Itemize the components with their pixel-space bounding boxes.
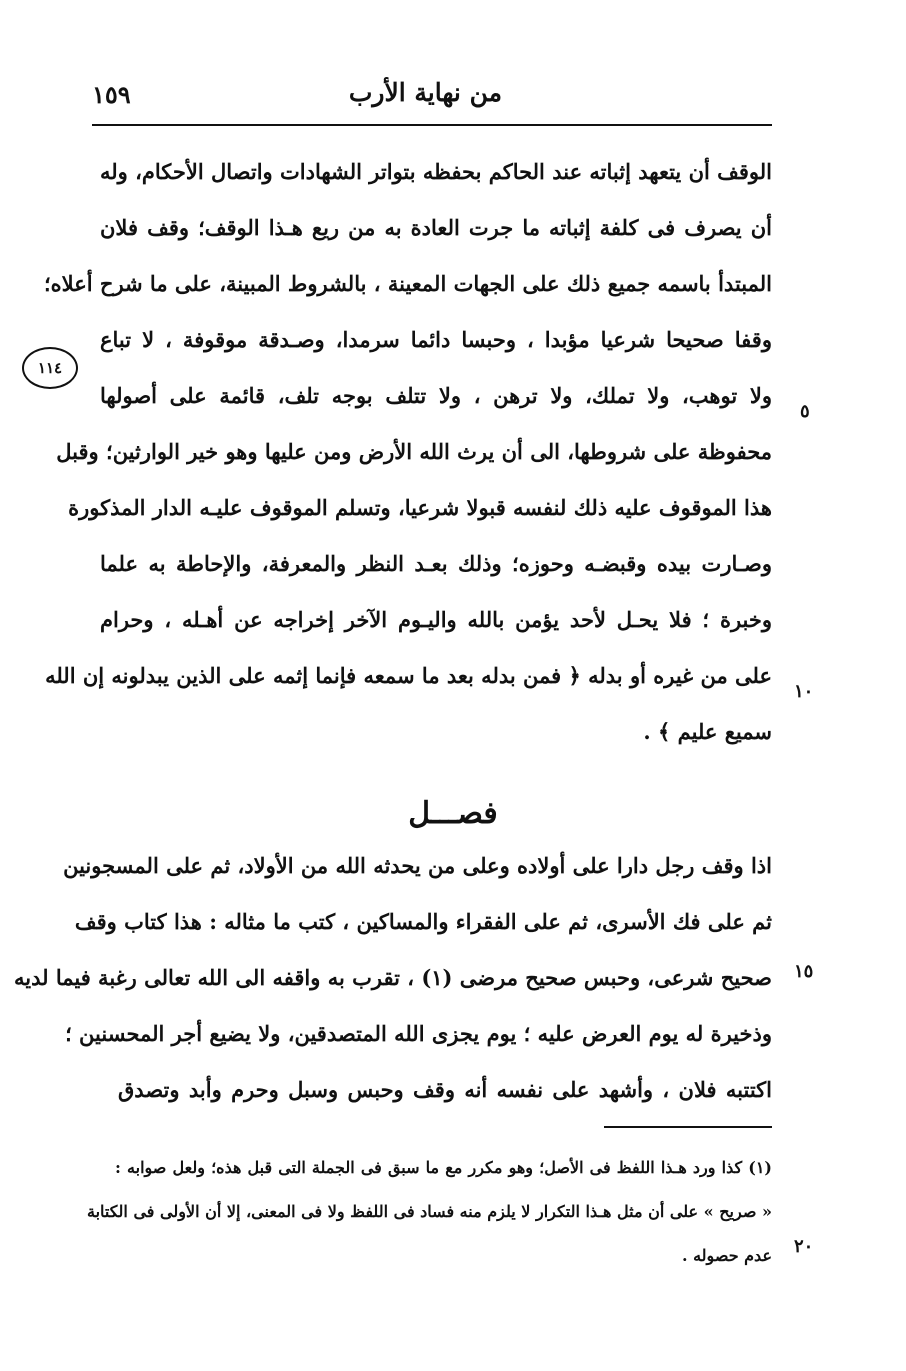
header-rule [92, 124, 772, 126]
text-line: اذا وقف رجل دارا على أولاده وعلى من يحدثه الله من الأولاد، ثم على المسجونين [63, 853, 772, 878]
text-line: هذا الموقوف عليه ذلك لنفسه قبولا شرعيا، وتسلم الموقوف عليـه الدار المذكورة [68, 495, 772, 520]
text-line: محفوظة على شروطها، الى أن يرث الله الأرض ومن عليها وهو خير الوارثين؛ وقبل [56, 439, 772, 464]
text-line: وخبرة ؛ فلا يحـل لأحد يؤمن بالله واليـوم الآخر إخراجه عن أهـله ، وحرام [100, 607, 772, 632]
margin-stamp [22, 347, 78, 389]
line-number-5: ٥ [800, 401, 810, 422]
running-title: من نهاية الأرب [348, 78, 502, 107]
text-line: وقفا صحيحا شرعيا مؤبدا ، وحبسا دائما سرمدا، وصـدقة موقوفة ، لا تباع [100, 327, 772, 352]
text-line: ولا توهب، ولا تملك، ولا ترهن ، ولا تتلف بوجه تلف، قائمة على أصولها [100, 383, 772, 408]
line-number-20: ٢٠ [794, 1236, 814, 1257]
page-header [92, 72, 772, 112]
page-number: ١٥٩ [92, 80, 131, 109]
margin-stamp-number: ١١٤ [37, 359, 63, 377]
text-line: وصـارت بيده وقبضـه وحوزه؛ وذلك بعـد النظر والمعرفة، والإحاطة به علما [100, 551, 772, 576]
line-number-10: ١٠ [794, 681, 814, 702]
text-line: اكتتبه فلان ، وأشهد على نفسه أنه وقف وحبس وسبل وحرم وأبد وتصدق [118, 1077, 772, 1102]
text-line: صحيح شرعى، وحبس صحيح مرضى (١) ، تقرب به واقفه الى الله تعالى رغبة فيما لديه [14, 965, 772, 990]
text-line: على من غيره أو بدله ﴿ فمن بدله بعد ما سمعه فإنما إثمه على الذين يبدلونه إن الله [45, 663, 772, 688]
text-line: وذخيرة له يوم العرض عليه ؛ يوم يجزى الله المتصدقين، ولا يضيع أجر المحسنين ؛ [65, 1021, 772, 1046]
text-line: ثم على فك الأسرى، ثم على الفقراء والمساكين ، كتب ما مثاله : هذا كتاب وقف [74, 909, 772, 934]
footnote-line: عدم حصوله . [681, 1246, 772, 1265]
footnote-line: « صريح » على أن مثل هـذا التكرار لا يلزم منه فساد فى اللفظ ولا فى المعنى، إلا أن الأولى فى الكتابة [86, 1202, 772, 1221]
footnote-rule [604, 1126, 772, 1128]
line-number-15: ١٥ [794, 961, 814, 982]
text-line: أن يصرف فى كلفة إثباته ما جرت العادة به من ريع هـذا الوقف؛ وقف فلان [100, 215, 772, 240]
text-line: سميع عليم ﴾ . [643, 719, 772, 744]
section-heading: فصـــل [408, 796, 498, 831]
footnote-line: (١) كذا ورد هـذا اللفظ فى الأصل؛ وهو مكرر مع ما سبق فى الجملة التى قبل هذه؛ ولعل صوابه : [115, 1158, 772, 1177]
text-line: الوقف أن يتعهد إثباته عند الحاكم بحفظه بتواتر الشهادات واتصال الأحكام، وله [100, 159, 772, 184]
text-line: المبتدأ باسمه جميع ذلك على الجهات المعينة ، بالشروط المبينة، على ما شرح أعلاه؛ [44, 271, 772, 296]
